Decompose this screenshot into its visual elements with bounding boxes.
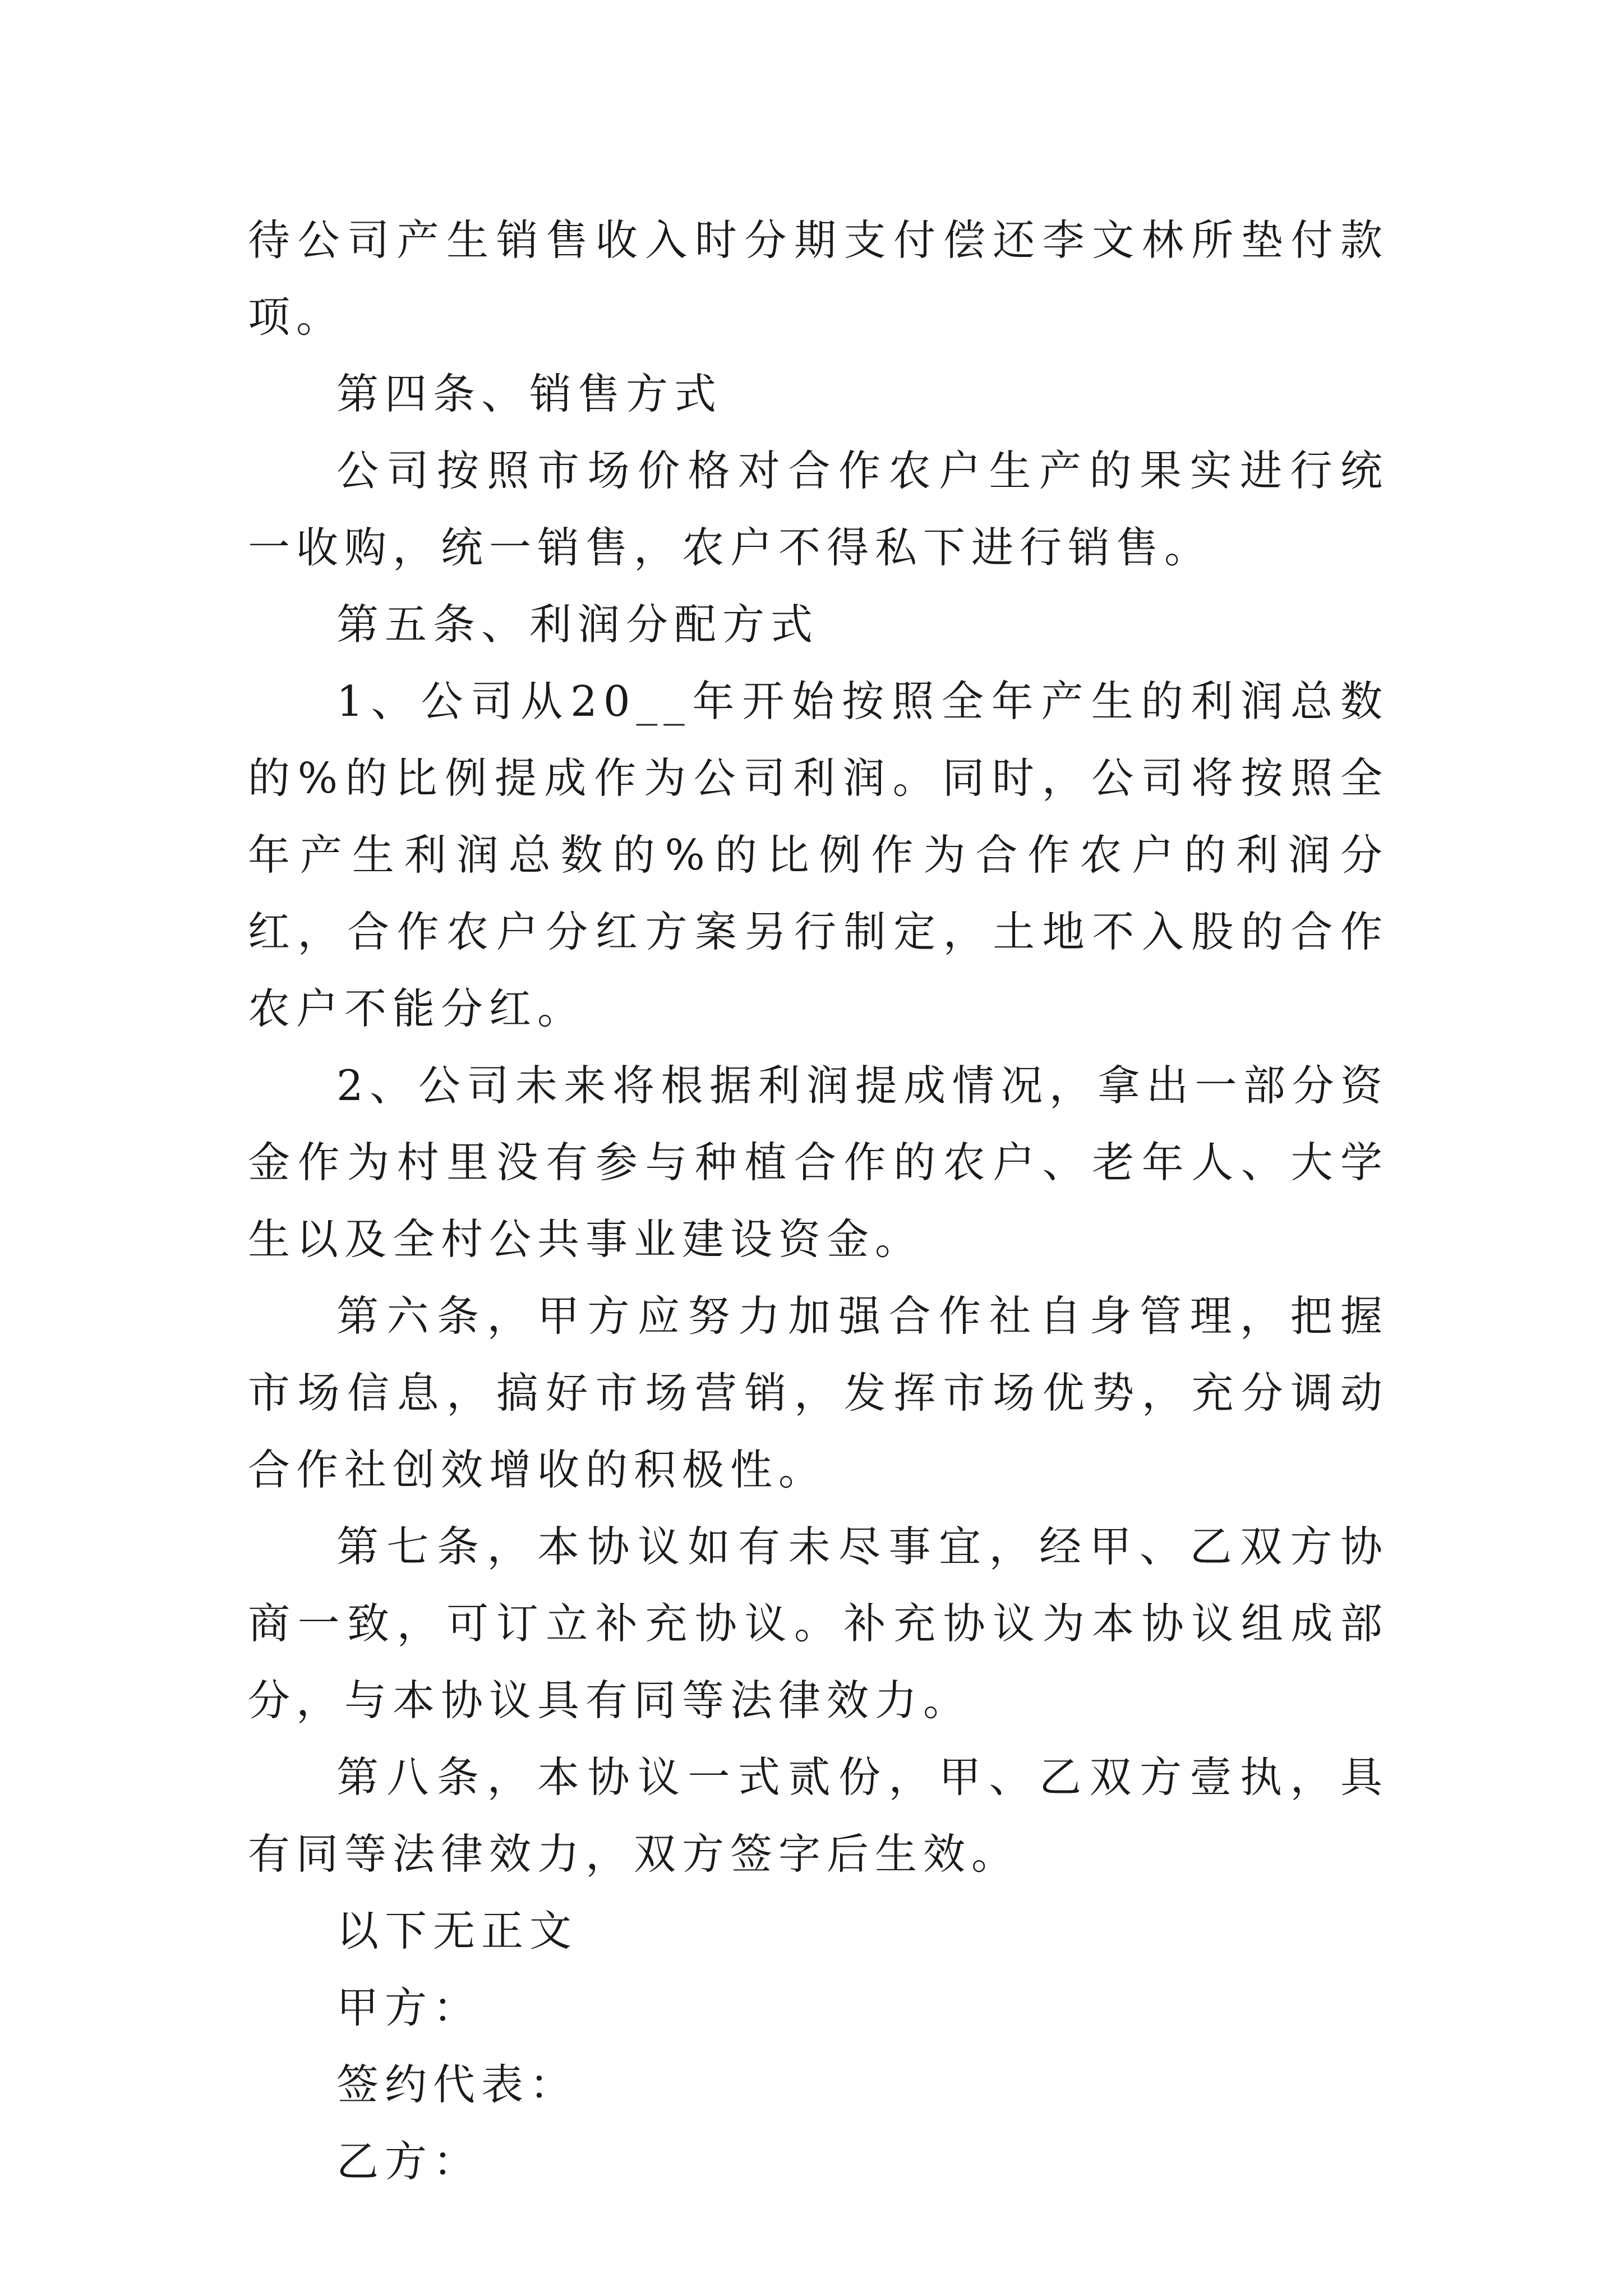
article-5-clause-2: 2、公司未来将根据利润提成情况，拿出一部分资金作为村里没有参与种植合作的农户、老年人、大学生以及全村公共事业建设资金。 [248,1061,1389,1264]
party-a-label: 甲方： [336,1983,482,2032]
no-further-text-note: 以下无正文 [336,1906,578,1955]
article-8: 第八条，本协议一式贰份，甲、乙双方壹执，具有同等法律效力，双方签字后生效。 [248,1752,1389,1879]
article-5-heading: 第五条、利润分配方式 [336,600,819,649]
article-4-heading: 第四条、销售方式 [336,369,723,418]
paragraph-continuation: 待公司产生销售收入时分期支付偿还李文林所垫付款项。 [248,215,1389,342]
document-body [248,202,1389,2200]
article-5-clause-1: 1、公司从20__年开始按照全年产生的利润总数的%的比例提成作为公司利润。同时，公司将按照全年产生利润总数的%的比例作为合作农户的利润分红，合作农户分红方案另行制定，土地不入股的合作农户不能分红。 [248,677,1389,1033]
party-b-label: 乙方： [336,2137,482,2186]
article-4-body: 公司按照市场价格对合作农户生产的果实进行统一收购，统一销售，农户不得私下进行销售。 [248,446,1389,572]
signing-representative-label: 签约代表： [336,2060,578,2109]
article-6: 第六条，甲方应努力加强合作社自身管理，把握市场信息，搞好市场营销，发挥市场优势，充分调动合作社创效增收的积极性。 [248,1291,1389,1494]
article-7: 第七条，本协议如有未尽事宜，经甲、乙双方协商一致，可订立补充协议。补充协议为本协议组成部分，与本协议具有同等法律效力。 [248,1522,1389,1725]
